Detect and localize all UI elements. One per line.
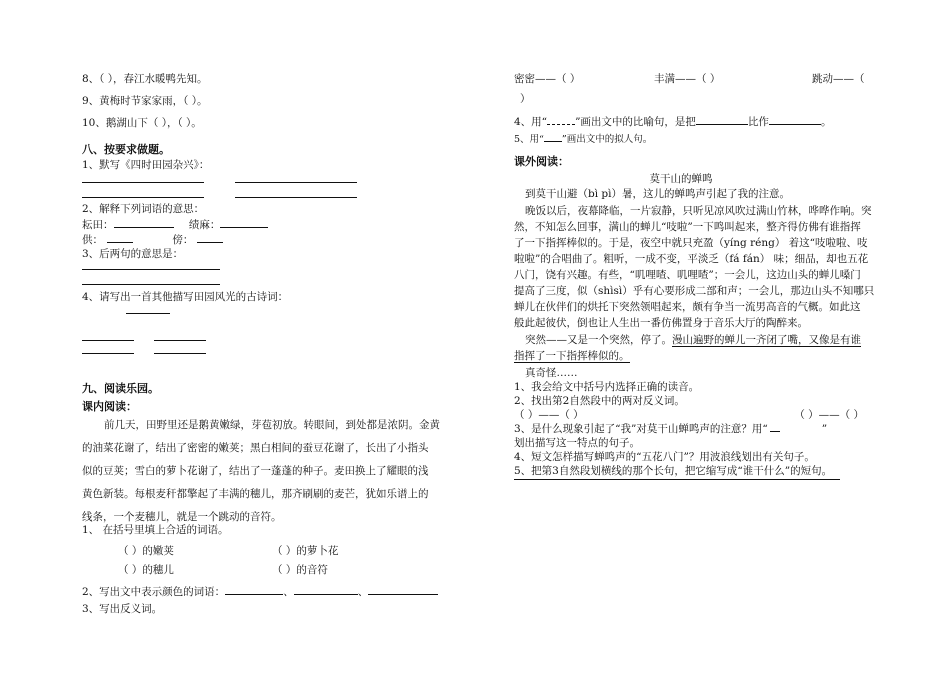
outer-reading-title: 课外阅读：	[514, 155, 569, 168]
answer-line[interactable]	[82, 269, 220, 270]
word-meaning-row	[82, 217, 268, 232]
antonym-close: ）	[520, 93, 531, 105]
answer-blank[interactable]	[294, 584, 358, 595]
answer-line[interactable]	[154, 340, 206, 341]
question-9: 9、黄梅时节家家雨，（ ）。	[82, 95, 208, 107]
answer-line[interactable]	[126, 313, 170, 314]
story-line: 般此起彼伏，倒也让人生出一番仿佛置身于音乐大厅的陶醉来。	[514, 317, 808, 329]
word-label: 绩麻：	[188, 219, 221, 231]
sec8-q1: 1、默写《四时田园杂兴》：	[82, 159, 210, 171]
story-line: 到莫干山避（bì pì）暑，这儿的蝉鸣声引起了我的注意。	[525, 188, 790, 200]
story-line	[525, 333, 861, 347]
underline-sample	[770, 423, 780, 432]
underlined-sentence: 指挥了一下指挥棒似的。	[514, 350, 630, 362]
reading-q2-label: 2、写出文中表示颜色的词语：	[82, 586, 226, 598]
answer-line[interactable]	[235, 182, 357, 183]
answer-line[interactable]	[514, 479, 840, 480]
word-meaning-row	[82, 232, 223, 247]
story-line: 了一下指挥棒似的。于是，夜空中就只充盈（yíng réng） 着这“吱啦啦、吱	[514, 237, 868, 249]
story-line: 八门，饶有兴趣。有些，“叽哩喳、叽哩喳”；一会儿，这边山头的蝉儿嗓门	[514, 269, 861, 281]
outer-q2: 2、找出第2自然段中的两对反义词。	[514, 395, 685, 407]
q3-close: ”	[821, 423, 828, 435]
passage-line: 线条，一个麦穗儿，就是一个跳动的音符。	[82, 511, 282, 523]
word-label: 耘田：	[82, 219, 114, 231]
story-line: 蝉儿在伙伴们的烘托下突然领唱起来，颇有争当一流男高音的气概。如此这	[514, 301, 861, 313]
outer-q3	[514, 422, 827, 436]
answer-line[interactable]	[154, 353, 206, 354]
answer-blank[interactable]	[197, 232, 223, 243]
antonym-pair[interactable]: （ ）——（ ）	[794, 409, 864, 421]
story-title: 莫干山的蝉鸣	[649, 173, 713, 185]
fill-item[interactable]: （ ）的萝卜花	[272, 545, 339, 557]
story-line	[514, 349, 630, 363]
story-line: 提高了三度，似（shìsì）乎有心要形成二部和声；一会儿，那边山头不知哪只	[514, 285, 875, 297]
antonym-item[interactable]: 密密——（ ）	[514, 73, 581, 85]
separator: 、	[283, 586, 294, 598]
q4-pre: 4、用“	[514, 116, 548, 128]
reading-q5	[514, 133, 652, 147]
antonym-pairs	[514, 408, 864, 422]
antonym-item[interactable]: 跳动——（	[812, 73, 865, 85]
q5-pre: 5、用“	[514, 134, 544, 145]
word-label: 傍：	[172, 234, 194, 246]
outer-q4: 4、短文怎样描写蝉鸣声的“五花八门”？用波浪线划出有关句子。	[514, 451, 815, 463]
answer-line[interactable]	[82, 197, 204, 198]
underline-sample	[544, 133, 562, 142]
reading-q4	[514, 114, 831, 129]
q5-post: ”画出文中的拟人句。	[561, 134, 653, 145]
antonym-pair[interactable]: （ ）——（ ）	[514, 409, 584, 421]
sec8-q4: 4、请写出一首其他描写田园风光的古诗词：	[82, 291, 289, 303]
passage-line: 的油菜花谢了，结出了密密的嫩荚；黑白相间的蚕豆花谢了，长出了小指头	[82, 442, 429, 454]
word-label: 供：	[82, 234, 103, 246]
passage-line: 前几天，田野里还是鹅黄嫩绿，芽苞初放。转眼间，到处都是浓阴。金黄	[104, 419, 440, 431]
outer-q1: 1、我会给文中括号内选择正确的读音。	[514, 381, 700, 393]
antonym-item[interactable]: 丰满——（ ）	[654, 73, 721, 85]
q4-mid: ”画出文中的比喻句，是把	[575, 116, 696, 128]
answer-blank[interactable]	[368, 584, 438, 595]
answer-line[interactable]	[82, 353, 134, 354]
answer-line[interactable]	[82, 284, 220, 285]
inner-reading-title: 课内阅读：	[82, 400, 137, 413]
answer-blank[interactable]	[114, 217, 174, 228]
underlined-sentence: 漫山遍野的蝉儿一齐闭了嘴，又像是有谁	[672, 334, 861, 346]
fill-item[interactable]: （ ）的穗儿	[118, 564, 174, 576]
story-line: 晚饭以后，夜幕降临，一片寂静，只听见凉风吹过满山竹林，哗哗作响。突	[525, 205, 872, 217]
q3-text: 3、是什么现象引起了“我”对莫干山蝉鸣声的注意？用“	[514, 423, 768, 435]
answer-blank[interactable]	[225, 584, 283, 595]
story-p3-start: 突然——又是一个突然，停了。	[525, 334, 672, 346]
story-line: 啦啦”的合唱曲了。粗听，一成不变，平淡乏（fá fán） 味；细品，却也五花	[514, 253, 869, 265]
q4-end: 。	[820, 116, 832, 128]
fill-item[interactable]: （ ）的嫩荚	[118, 545, 174, 557]
reading-q3: 3、写出反义词。	[82, 603, 163, 615]
section-8-title: 八、按要求做题。	[82, 143, 170, 156]
reading-q1: 1、 在括号里填上合适的词语。	[82, 524, 229, 536]
wavy-line-sample	[547, 115, 575, 125]
outer-q3-cont: 划出描写这一特点的句子。	[514, 437, 640, 449]
answer-blank[interactable]	[220, 217, 268, 228]
passage-line: 似的豆荚；雪白的萝卜花谢了，结出了一蓬蓬的种子。麦田换上了耀眼的浅	[82, 465, 429, 477]
sec8-q2: 2、解释下列词语的意思：	[82, 203, 205, 215]
passage-line: 黄色新装。每根麦秆都擎起了丰满的穗儿，那齐刷刷的麦芒，犹如乐谱上的	[82, 488, 429, 500]
answer-blank[interactable]	[107, 232, 133, 243]
answer-line[interactable]	[82, 182, 204, 183]
separator: 、	[357, 586, 369, 598]
question-8: 8、（ ），春江水暖鸭先知。	[82, 73, 208, 85]
reading-q2	[82, 584, 438, 599]
answer-blank[interactable]	[696, 114, 748, 125]
outer-q5: 5、把第3自然段划横线的那个长句，把它缩写成“谁干什么”的短句。	[514, 465, 833, 477]
question-10: 10、鹅湖山下（ ），（ ）。	[82, 117, 202, 129]
story-line: 真奇怪……	[525, 367, 578, 379]
answer-line[interactable]	[235, 197, 357, 198]
answer-line[interactable]	[82, 340, 134, 341]
sec8-q3: 3、后两句的意思是：	[82, 248, 184, 260]
fill-item[interactable]: （ ）的音符	[272, 564, 328, 576]
q4-mid2: 比作	[747, 116, 769, 128]
answer-blank[interactable]	[769, 114, 821, 125]
story-line: 然，不知怎么回事，满山的蝉儿“吱啦”一下鸣叫起来，整齐得仿佛有谁指挥	[514, 221, 861, 233]
section-9-title: 九、阅读乐园。	[82, 382, 159, 395]
